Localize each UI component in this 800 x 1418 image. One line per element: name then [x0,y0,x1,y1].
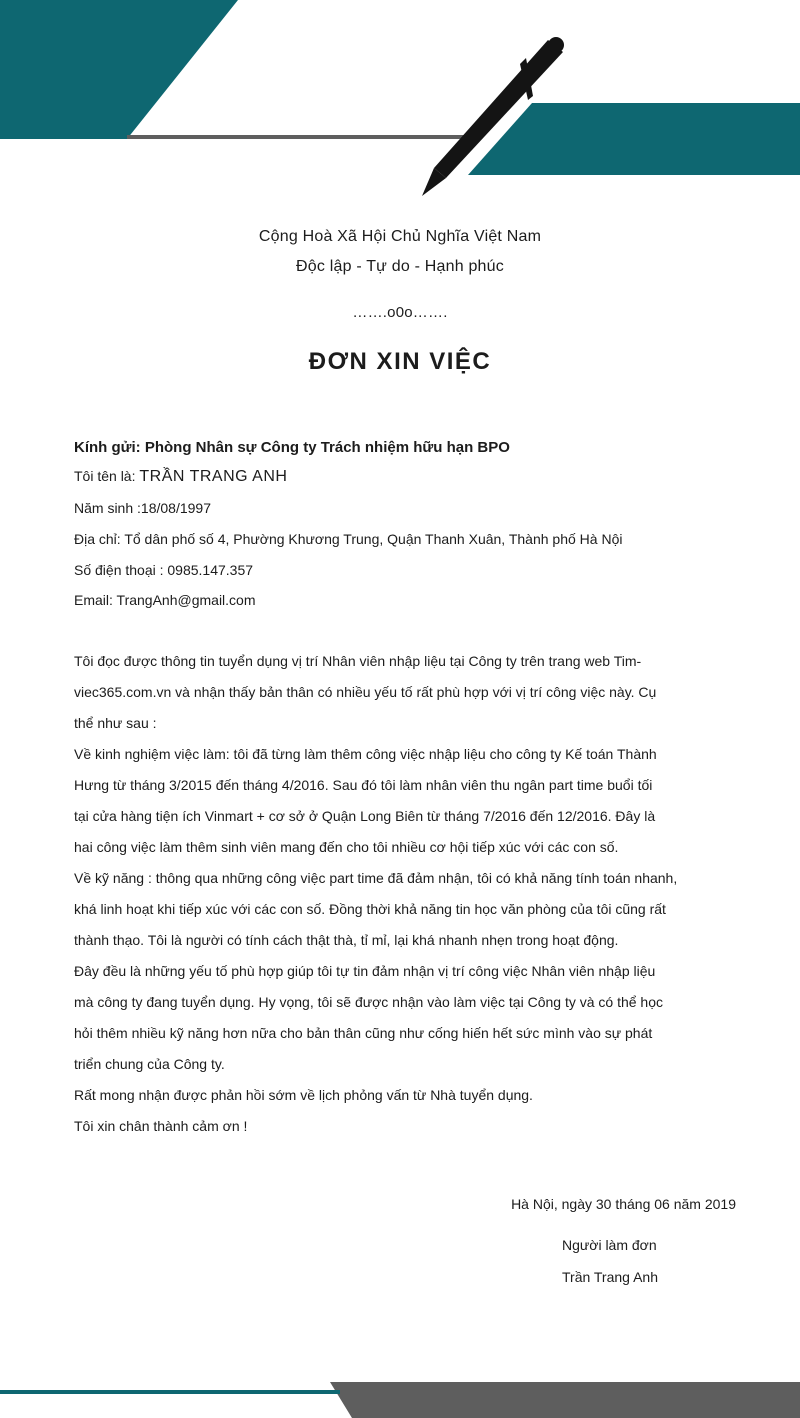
teal-right-band [468,103,800,175]
letter-line: Tôi xin chân thành cảm ơn ! [74,1118,248,1134]
header-gray-line [127,135,467,139]
recipient-line: Kính gửi: Phòng Nhân sự Công ty Trách nhiệm hữu hạn BPO [74,439,510,456]
letter-line: thành thạo. Tôi là người có tính cách thật thà, tỉ mỉ, lại khá nhanh nhẹn trong hoạt động. [74,932,619,948]
signer-role: Người làm đơn [562,1237,657,1253]
separator: …….o0o……. [352,304,448,321]
nation-name: Cộng Hoà Xã Hội Chủ Nghĩa Việt Nam [258,228,542,245]
signer-name: Trần Trang Anh [562,1269,658,1285]
letter-line: khá linh hoạt khi tiếp xúc với các con số. Đồng thời khả năng tin học văn phòng của tôi cũng rất [74,901,666,917]
header-decoration [0,0,800,210]
letter-line: Hưng từ tháng 3/2015 đến tháng 4/2016. Sau đó tôi làm nhân viên thu ngân part time buổi tối [74,777,653,793]
letter-line: tại cửa hàng tiện ích Vinmart + cơ sở ở Quận Long Biên từ tháng 7/2016 đến 12/2016. Đây là [74,808,656,824]
phone-line: Số điện thoại : 0985.147.357 [74,562,254,578]
teal-corner-shape [0,0,238,139]
email-line: Email: TrangAnh@gmail.com [74,592,256,608]
name-line [74,468,287,486]
letter-line: Rất mong nhận được phản hồi sớm về lịch phỏng vấn từ Nhà tuyển dụng. [74,1087,533,1103]
letter-line: Đây đều là những yếu tố phù hợp giúp tôi tự tin đảm nhận vị trí công việc Nhân viên nhập liệu [74,963,656,979]
letter-line: hai công việc làm thêm sinh viên mang đến cho tôi nhiều cơ hội tiếp xúc với các con số. [74,839,619,855]
letter-line: viec365.com.vn và nhận thấy bản thân có nhiều yếu tố rất phù hợp với vị trí công việc này. Cụ [74,684,657,700]
letter-body [74,646,728,1142]
footer-teal-line [0,1390,340,1394]
place-date: Hà Nội, ngày 30 tháng 06 năm 2019 [511,1196,736,1212]
address-line: Địa chỉ: Tổ dân phố số 4, Phường Khương Trung, Quận Thanh Xuân, Thành phố Hà Nội [74,531,623,547]
letter-line: mà công ty đang tuyển dụng. Hy vọng, tôi sẽ được nhận vào làm việc tại Công ty và có thể học [74,994,663,1010]
letter-line: hỏi thêm nhiều kỹ năng hơn nữa cho bản thân cũng như cống hiến hết sức mình vào sự phát [74,1025,653,1041]
letter-line: thể như sau : [74,715,157,731]
letter-line: Về kỹ năng : thông qua những công việc part time đã đảm nhận, tôi có khả năng tính toán nhanh, [74,870,678,886]
footer-gray-band [330,1382,800,1418]
national-motto: Độc lập - Tự do - Hạnh phúc [296,258,504,275]
footer-decoration [0,1382,800,1418]
name-value: TRẦN TRANG ANH [139,468,288,485]
letter-line: Tôi đọc được thông tin tuyển dụng vị trí Nhân viên nhập liệu tại Công ty trên trang web Tim- [74,653,642,669]
birth-line: Năm sinh :18/08/1997 [74,500,211,516]
page-title: ĐƠN XIN VIỆC [308,348,492,375]
letter-line: triển chung của Công ty. [74,1056,225,1072]
letter-line: Về kinh nghiệm việc làm: tôi đã từng làm thêm công việc nhập liệu cho công ty Kế toán Thành [74,746,657,762]
name-label: Tôi tên là: [74,468,140,484]
